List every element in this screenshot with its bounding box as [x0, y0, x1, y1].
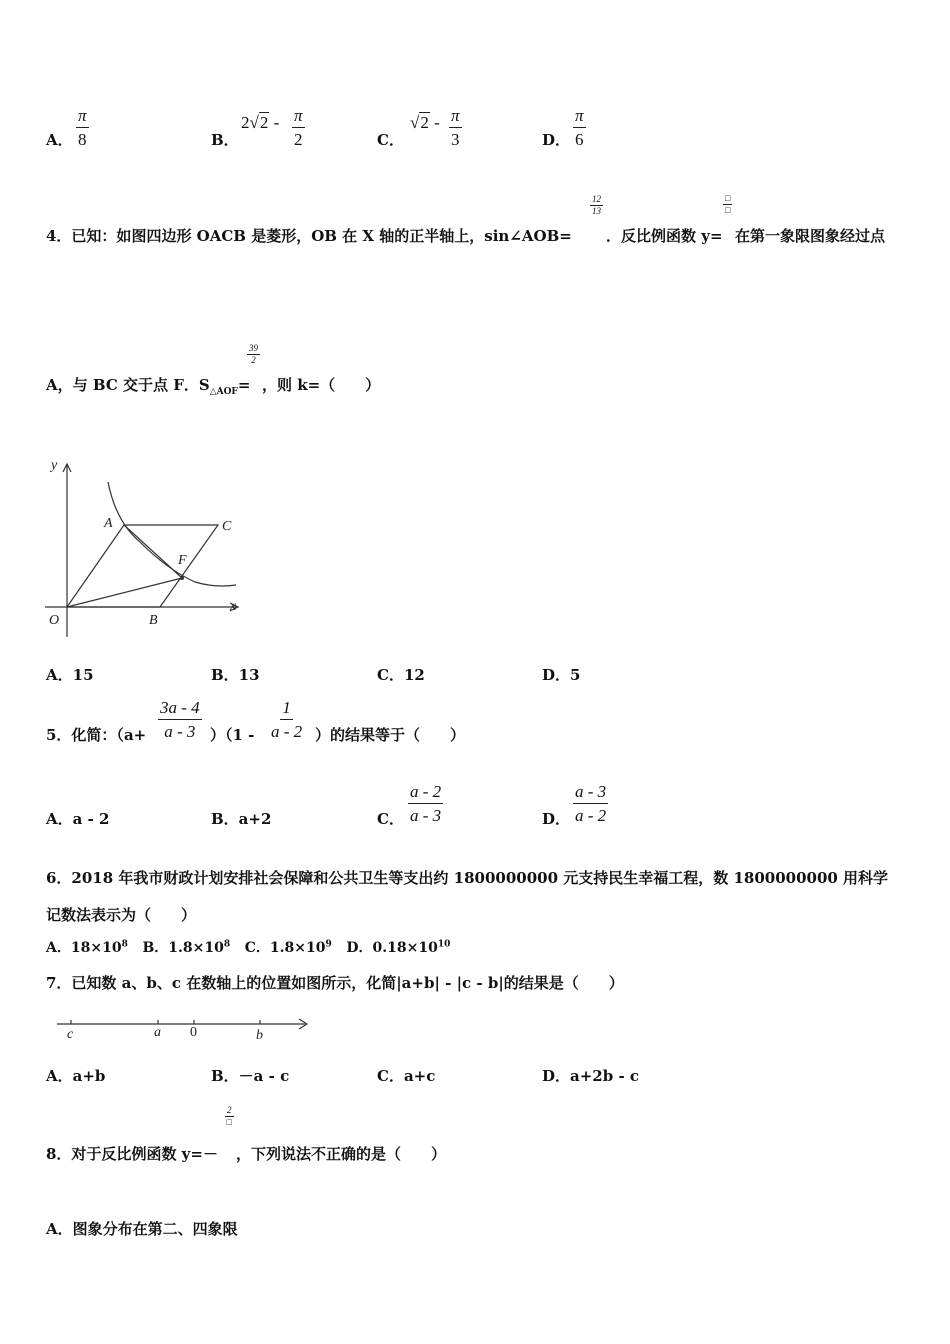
q3-option-b-label: B． — [211, 131, 239, 149]
q4-text-part1: 4．已知：如图四边形 OACB 是菱形，OB 在 X 轴的正半轴上，sin∠AOB= — [46, 227, 572, 245]
label-b: b — [256, 1028, 263, 1043]
q4-sin-fraction: $\frac{12}{13}$ — [592, 194, 601, 216]
label-a: A — [104, 516, 113, 531]
q7-option-b: B．－a - c — [211, 1067, 290, 1085]
q4-option-a: A．15 — [46, 666, 94, 684]
q5-fraction-1: $\frac{3a - 4}{a - 3}$ — [160, 698, 200, 741]
q4-area-fraction: $\frac{39}{2}$ — [249, 343, 258, 365]
q3-option-d-fraction: $\frac{\pi}{6}$ — [575, 106, 584, 149]
q3-option-b-fraction: $\frac{\pi}{2}$ — [294, 106, 303, 149]
label-y: y — [51, 458, 58, 473]
q8-text-a: 8．对于反比例函数 y=－ — [46, 1145, 218, 1163]
q5-option-d-fraction: $\frac{a - 3}{a - 2}$ — [575, 782, 607, 825]
q5-text-b: ）（1 - — [210, 726, 255, 744]
label-x: x — [230, 599, 237, 614]
q4-text-line2: A，与 BC 交于点 F．$S_{\triangle AOF}=$ — [46, 376, 251, 397]
q8-fraction: 2 □ — [226, 1105, 232, 1127]
label-a: a — [154, 1025, 161, 1040]
q4-text-part2: ．反比例函数 y= — [606, 227, 723, 245]
label-b: B — [149, 613, 158, 628]
q4-text-line2-end: ，则 k=（ ） — [262, 376, 381, 394]
q5-option-c-label: C． — [377, 810, 404, 828]
q3-option-c-label: C． — [377, 131, 404, 149]
q5-option-d-label: D． — [542, 810, 571, 828]
q7-option-d: D．a+2b - c — [542, 1067, 640, 1085]
q6-options: A．$18\times 10^8$ B．$1.8\times 10^8$ C．$1.8\times 10^9$ D．$0.18\times 10^{10}$ — [46, 939, 451, 956]
q7-option-c: C．a+c — [377, 1067, 436, 1085]
q3-option-c-fraction: $\frac{\pi}{3}$ — [451, 106, 460, 149]
label-o: O — [49, 613, 60, 628]
q5-option-c-fraction: $\frac{a - 2}{a - 3}$ — [410, 782, 442, 825]
q6-line1: 6．2018 年我市财政计划安排社会保障和公共卫生等支出约 1800000000 元支持民生幸福工程，数 1800000000 用科学 — [46, 869, 889, 887]
label-c: c — [67, 1027, 74, 1042]
q3-option-b-expression: 2√2 - — [241, 113, 280, 132]
q5-text-c: ）的结果等于（ ） — [315, 726, 466, 744]
q3-option-a-fraction: $\frac{\pi}{8}$ — [78, 106, 87, 149]
q5-fraction-2: $\frac{1}{a - 2}$ — [271, 698, 303, 741]
q5-option-b: B．a+2 — [211, 810, 272, 828]
label-c: C — [222, 519, 232, 534]
label-zero: 0 — [190, 1025, 197, 1040]
point-f — [180, 576, 184, 580]
q6-line2: 记数法表示为（ ） — [46, 906, 197, 924]
q4-text-part3: 在第一象限图象经过点 — [735, 227, 886, 245]
q7-option-a: A．a+b — [46, 1067, 106, 1085]
q5-text-a: 5．化简：（a+ — [46, 726, 147, 744]
q3-option-d-label: D． — [542, 131, 571, 149]
q4-option-c: C．12 — [377, 666, 425, 684]
q8-text-b: ，下列说法不正确的是（ ） — [236, 1145, 447, 1163]
q4-option-b: B．13 — [211, 666, 260, 684]
q8-option-a: A．图象分布在第二、四象限 — [46, 1220, 238, 1238]
hyperbola-curve — [108, 482, 236, 586]
rhombus-oacb — [67, 525, 218, 607]
q4-option-d: D．5 — [542, 666, 581, 684]
q4-k-fraction: □ □ — [725, 193, 731, 215]
q3-option-c-expression: √2 - — [410, 113, 440, 132]
q5-option-a: A．a - 2 — [46, 810, 110, 828]
q3-option-a-label: A． — [46, 131, 73, 149]
q7-number-line — [55, 1010, 315, 1046]
label-f: F — [178, 553, 187, 568]
q4-rhombus-figure — [40, 452, 250, 642]
q7-text: 7．已知数 a、b、c 在数轴上的位置如图所示，化简|a+b| - |c - b|的结果是（ ） — [46, 974, 624, 992]
